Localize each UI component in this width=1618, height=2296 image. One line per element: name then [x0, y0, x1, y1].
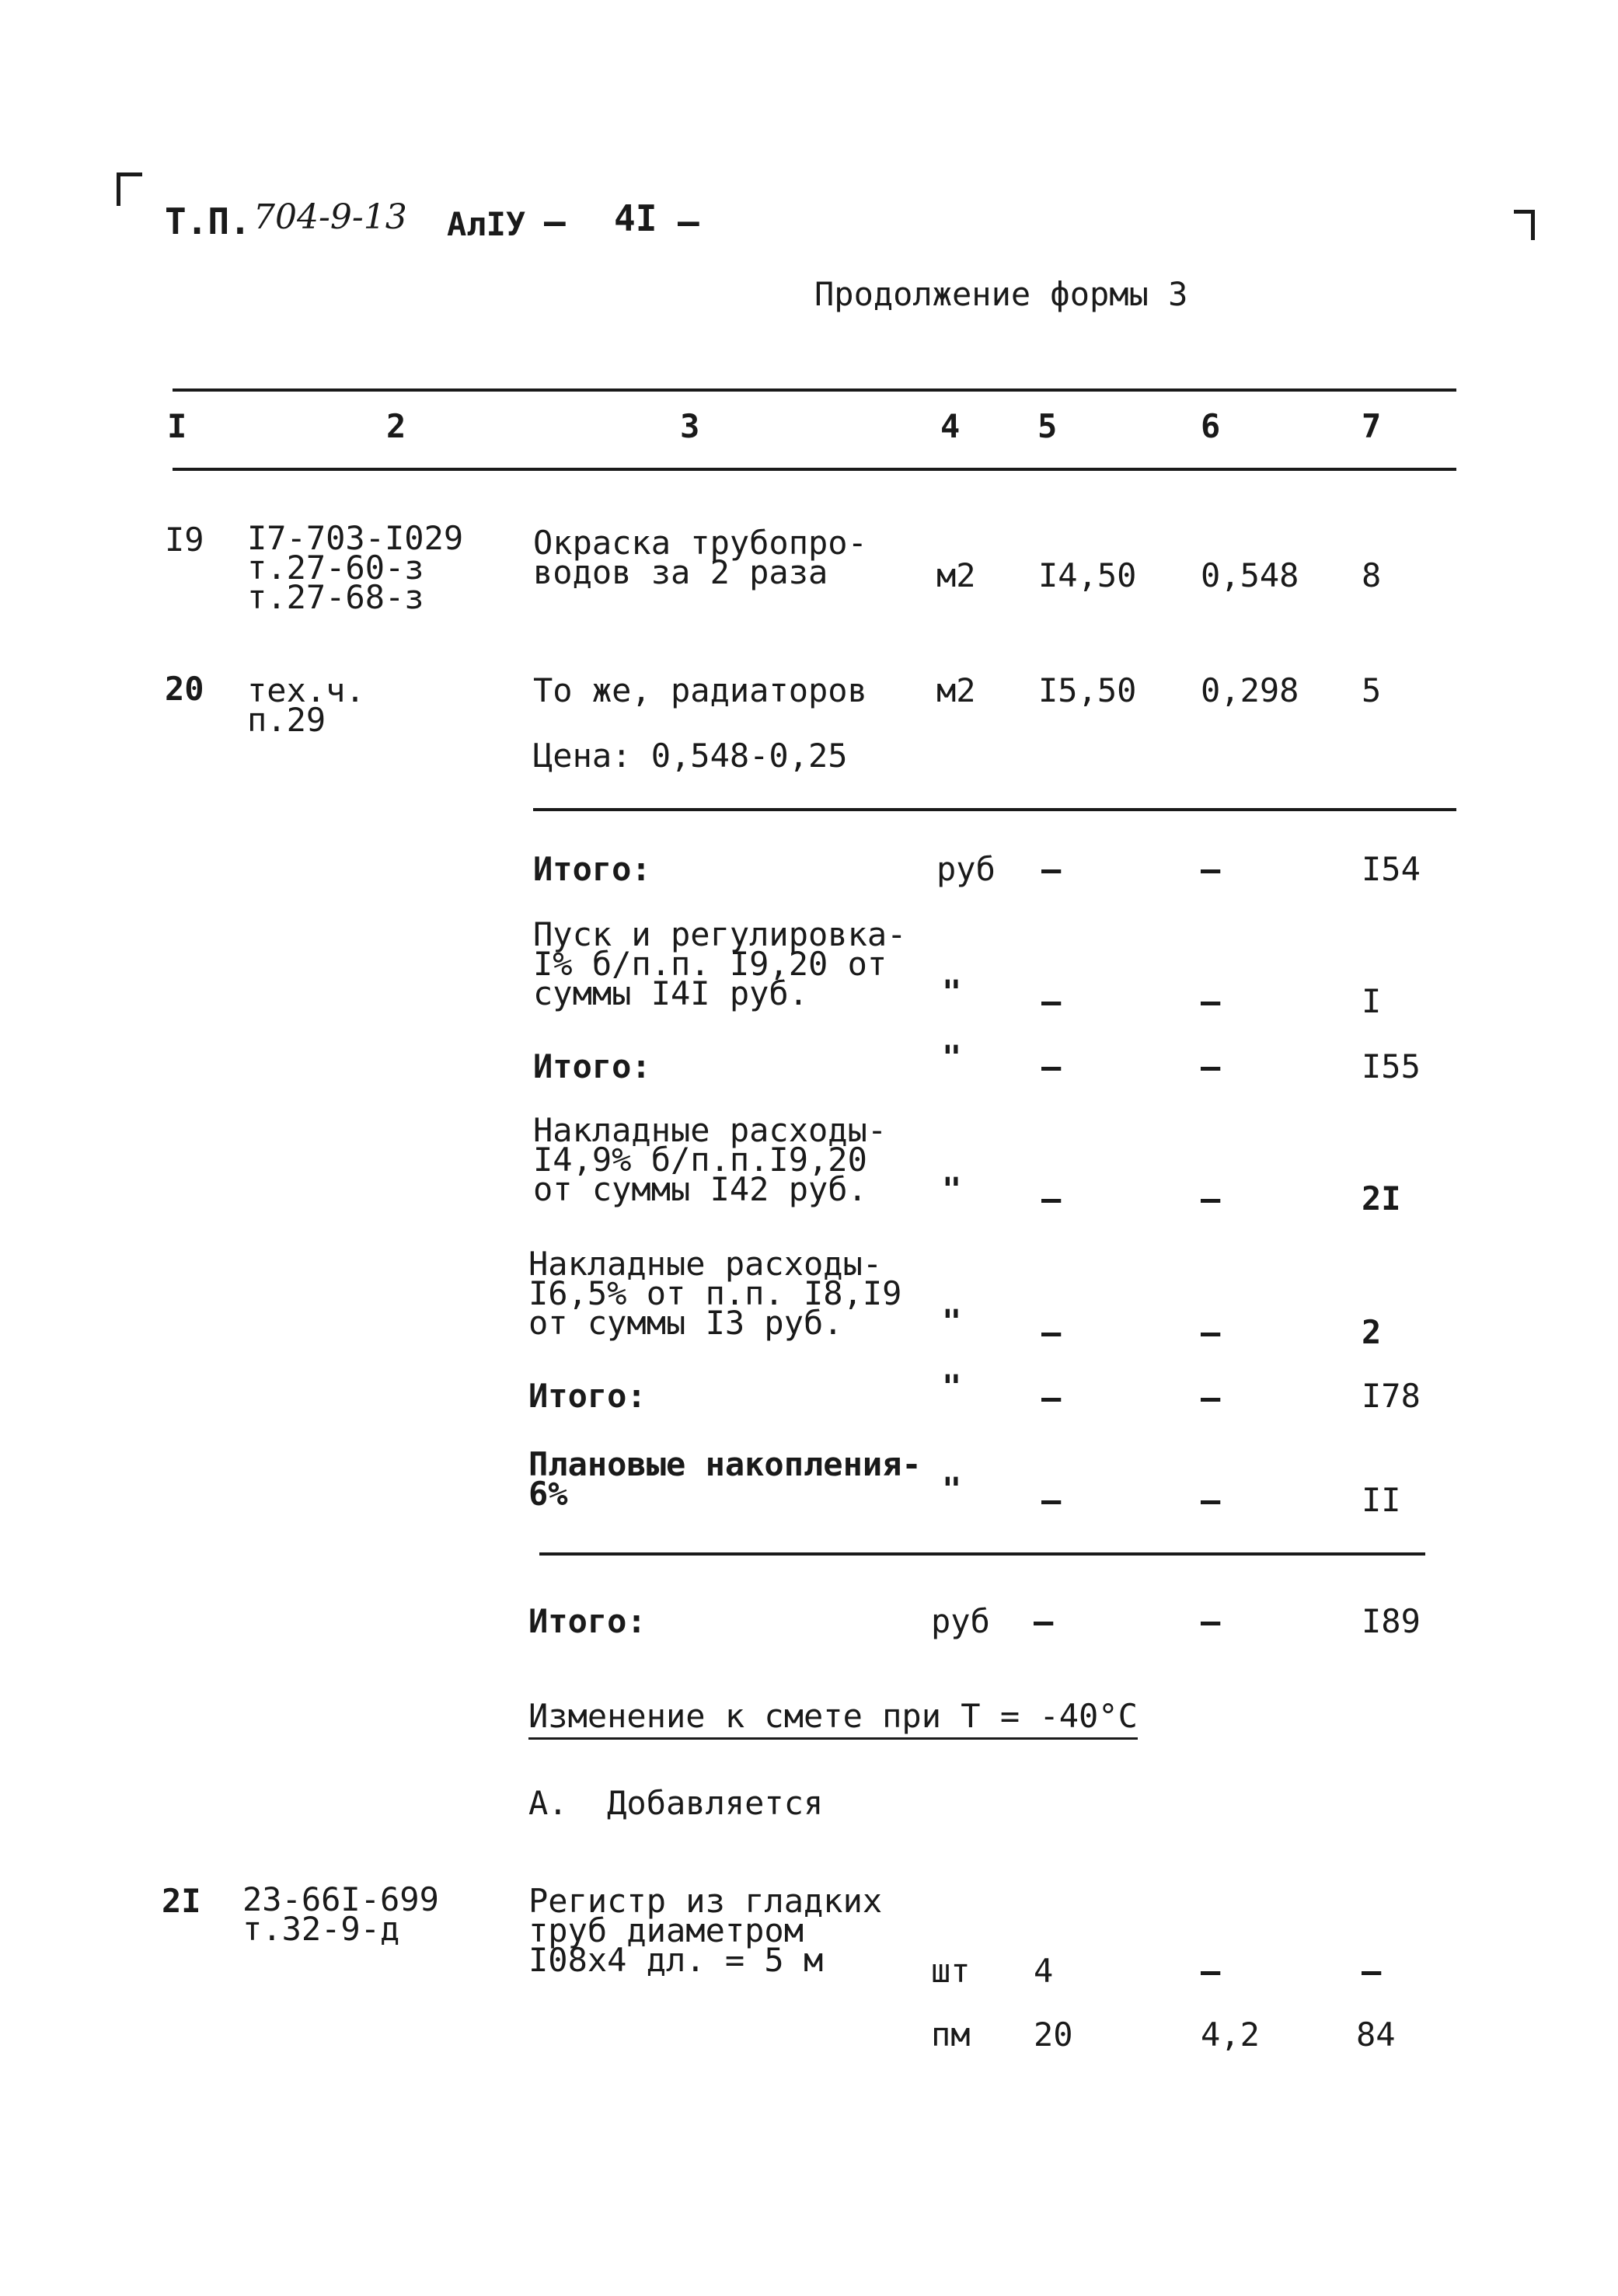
row-description: То же, радиаторов [533, 671, 867, 709]
summary-unit: " [942, 1302, 962, 1340]
row-code: тех.ч. п.29 [247, 671, 365, 739]
summary-total: I89 [1362, 1602, 1421, 1640]
column-header-7: 7 [1362, 407, 1382, 445]
row-unit-2: пм [931, 2016, 971, 2054]
row-unit: м2 [936, 671, 976, 709]
summary-col6: – [1201, 850, 1221, 888]
column-header-4: 4 [940, 407, 961, 445]
row-total: 5 [1362, 671, 1382, 709]
summary-unit: " [942, 1470, 962, 1508]
summary-col6: – [1201, 1313, 1221, 1351]
summary-col5: – [1041, 1313, 1062, 1351]
summary-label: Итого: [533, 1047, 651, 1085]
row-number: I9 [165, 521, 204, 559]
row-code: I7-703-I029 т.27-60-з т.27-68-з [247, 519, 464, 616]
column-header-6: 6 [1201, 407, 1221, 445]
summary-total: I54 [1362, 850, 1421, 888]
row-unit: м2 [936, 556, 976, 594]
row-total: 8 [1362, 556, 1382, 594]
subtitle: Продолжение формы 3 [814, 275, 1188, 313]
row-unit: шт [931, 1952, 971, 1990]
column-header-3: 3 [680, 407, 700, 445]
row-description: Окраска трубопро- водов за 2 раза [533, 524, 867, 591]
column-header-1: I [167, 407, 187, 445]
summary-col6: – [1201, 1378, 1221, 1416]
summary-label: Накладные расходы- I4,9% б/п.п.I9,20 от суммы I42 руб. [533, 1111, 887, 1208]
column-header-5: 5 [1037, 407, 1058, 445]
summary-total: I [1362, 982, 1382, 1020]
summary-col5: – [1041, 982, 1062, 1020]
row-price: 0,298 [1201, 671, 1299, 709]
row-price: 0,548 [1201, 556, 1299, 594]
summary-col6: – [1201, 1602, 1221, 1640]
header-dash: — [544, 200, 566, 242]
table-top-rule [173, 388, 1456, 392]
summary-total: I78 [1362, 1377, 1421, 1415]
summary-total: I55 [1362, 1047, 1421, 1085]
summary-label: Накладные расходы- I6,5% от п.п. I8,I9 от суммы I3 руб. [528, 1245, 902, 1342]
row-total-2: 84 [1356, 2016, 1396, 2054]
row-quantity: 4 [1034, 1952, 1054, 1990]
row-quantity: I5,50 [1038, 671, 1137, 709]
change-heading: Изменение к смете при Т = -40°С [528, 1700, 1138, 1740]
row-description: Регистр из гладких труб диаметром I08х4 дл. = 5 м [528, 1882, 883, 1979]
summary-col6: – [1201, 1047, 1221, 1085]
corner-mark-top-right [1514, 210, 1535, 240]
summary-label: Итого: [528, 1377, 647, 1415]
summary-unit: " [942, 1038, 962, 1076]
header-album: АлIУ [447, 205, 526, 243]
summary-unit: " [942, 1170, 962, 1208]
row-price: – [1201, 1952, 1221, 1990]
header-project-no: 704-9-13 [253, 197, 407, 237]
summary-total: 2 [1362, 1313, 1382, 1351]
summary-label: Итого: [533, 850, 651, 888]
header-prefix: Т.П. [165, 200, 251, 242]
summary-col5: – [1041, 1179, 1062, 1218]
row-quantity: I4,50 [1038, 556, 1137, 594]
corner-mark-top-left [117, 172, 142, 206]
row-price-note: Цена: 0,548-0,25 [533, 737, 848, 775]
summary-unit: " [942, 973, 962, 1011]
grand-total-rule [539, 1552, 1425, 1556]
section-a-heading: А. Добавляется [528, 1784, 824, 1822]
summary-col6: – [1201, 982, 1221, 1020]
row-quantity-2: 20 [1034, 2016, 1073, 2054]
header-trailing-dash: — [678, 200, 699, 242]
summary-unit: руб [936, 850, 996, 888]
table-header-rule [173, 468, 1456, 471]
summary-col5: – [1041, 1378, 1062, 1416]
summary-col5: – [1034, 1602, 1054, 1640]
subtotal-rule [533, 808, 1456, 811]
row-number: 2I [162, 1882, 201, 1920]
summary-label: Плановые накопления- 6% [528, 1445, 922, 1513]
summary-label: Итого: [528, 1602, 647, 1640]
summary-unit: " [942, 1367, 962, 1406]
summary-col5: – [1041, 850, 1062, 888]
row-total: – [1362, 1952, 1382, 1990]
summary-col5: – [1041, 1047, 1062, 1085]
summary-total: 2I [1362, 1179, 1401, 1218]
row-number: 20 [165, 670, 204, 708]
summary-col6: – [1201, 1179, 1221, 1218]
summary-unit: руб [931, 1602, 990, 1640]
summary-col6: – [1201, 1481, 1221, 1519]
row-price-2: 4,2 [1201, 2016, 1260, 2054]
summary-total: II [1362, 1481, 1401, 1519]
column-header-2: 2 [386, 407, 406, 445]
header-page-number: 4I [614, 197, 657, 239]
summary-label: Пуск и регулировка- I% б/п.п. I9,20 от суммы I4I руб. [533, 915, 907, 1012]
row-code: 23-66I-699 т.32-9-д [242, 1880, 439, 1948]
summary-col5: – [1041, 1481, 1062, 1519]
